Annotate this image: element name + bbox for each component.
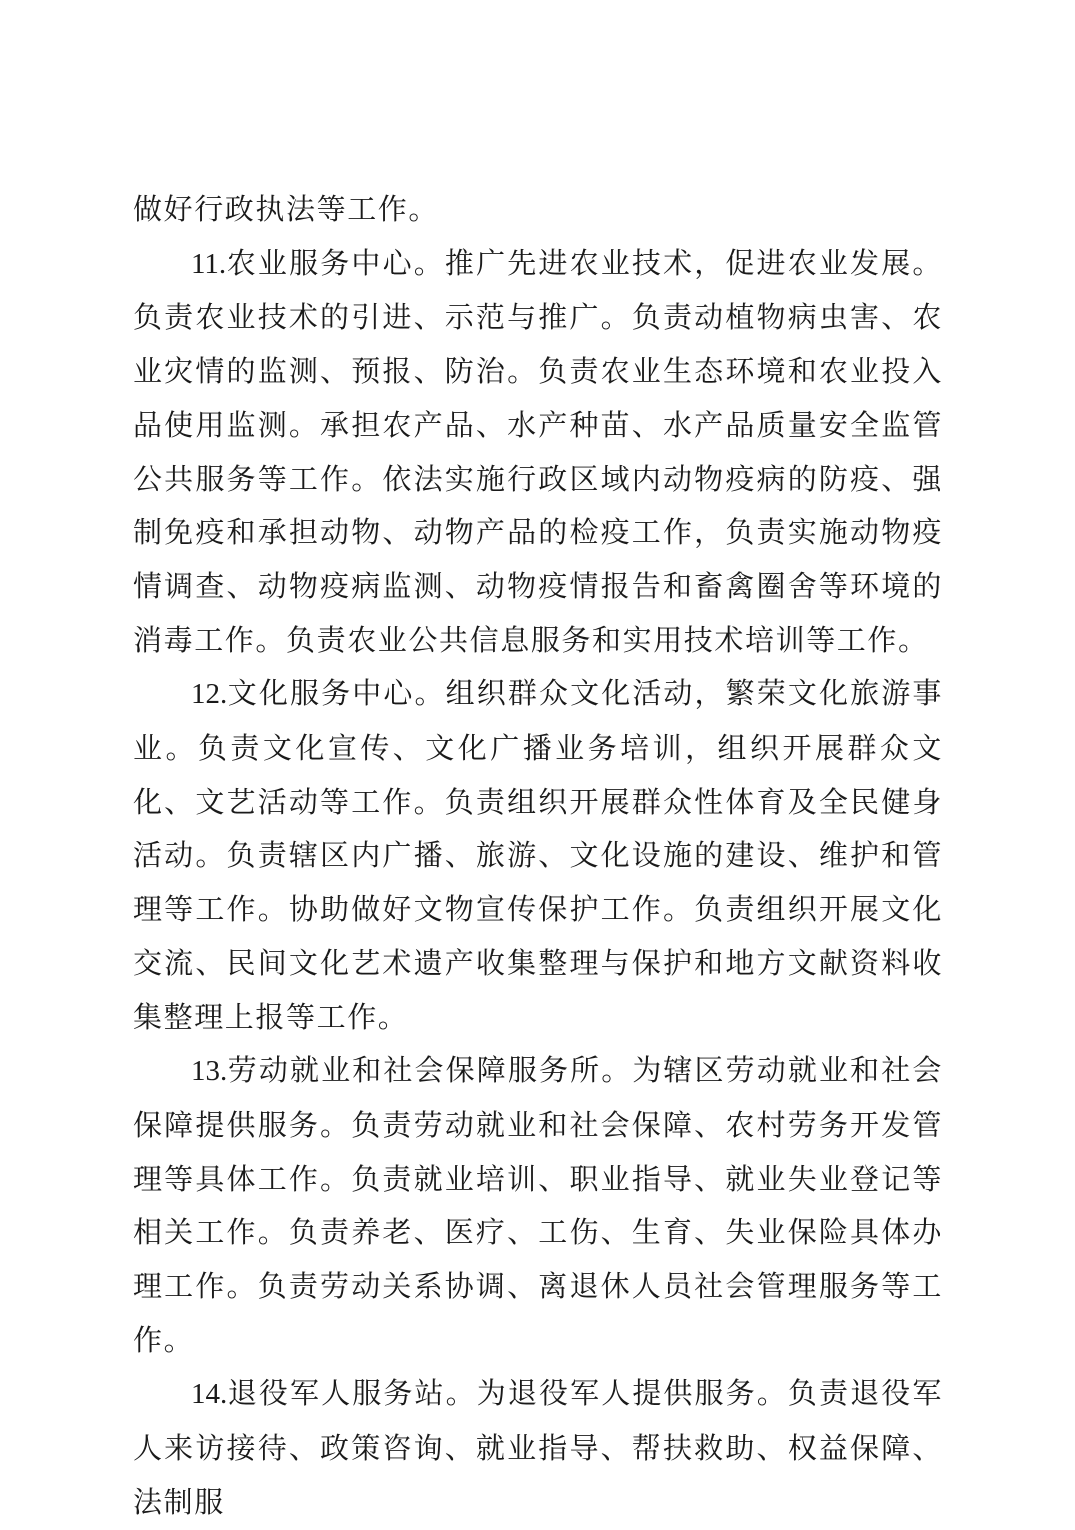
paragraph-number: 14. (191, 1378, 228, 1411)
paragraph-number: 11. (191, 247, 227, 280)
paragraph-text: 退役军人服务站。为退役军人提供服务。负责退役军人来访接待、政策咨询、就业指导、帮扶救助、权益保障、法制服 (133, 1376, 943, 1519)
paragraph-text: 做好行政执法等工作。 (133, 192, 440, 226)
paragraph-number: 12. (191, 678, 228, 711)
paragraph-continuation (133, 183, 943, 237)
paragraph-text: 劳动就业和社会保障服务所。为辖区劳动就业和社会保障提供服务。负责劳动就业和社会保障、农村劳务开发管理等具体工作。负责就业培训、职业指导、就业失业登记等相关工作。负责养老、医疗、工伤、生育、失业保险具体办理工作。负责劳动关系协调、离退休人员社会管理服务等工作。 (133, 1053, 943, 1357)
paragraph-number: 13. (191, 1055, 228, 1088)
paragraph-text: 农业服务中心。推广先进农业技术，促进农业发展。负责农业技术的引进、示范与推广。负责动植物病虫害、农业灾情的监测、预报、防治。负责农业生态环境和农业投入品使用监测。承担农产品、水产种苗、水产品质量安全监管公共服务等工作。依法实施行政区域内动物疫病的防疫、强制免疫和承担动物、动物产品的检疫工作，负责实施动物疫情调查、动物疫病监测、动物疫情报告和畜禽圈舍等环境的消毒工作。负责农业公共信息服务和实用技术培训等工作。 (133, 245, 943, 657)
document-page (133, 183, 943, 1530)
paragraph-item-14 (133, 1367, 943, 1529)
paragraph-item-11 (133, 237, 943, 668)
paragraph-item-12 (133, 667, 943, 1044)
paragraph-text: 文化服务中心。组织群众文化活动，繁荣文化旅游事业。负责文化宣传、文化广播业务培训，组织开展群众文化、文艺活动等工作。负责组织开展群众性体育及全民健身活动。负责辖区内广播、旅游、文化设施的建设、维护和管理等工作。协助做好文物宣传保护工作。负责组织开展文化交流、民间文化艺术遗产收集整理与保护和地方文献资料收集整理上报等工作。 (133, 676, 943, 1034)
paragraph-item-13 (133, 1044, 943, 1367)
